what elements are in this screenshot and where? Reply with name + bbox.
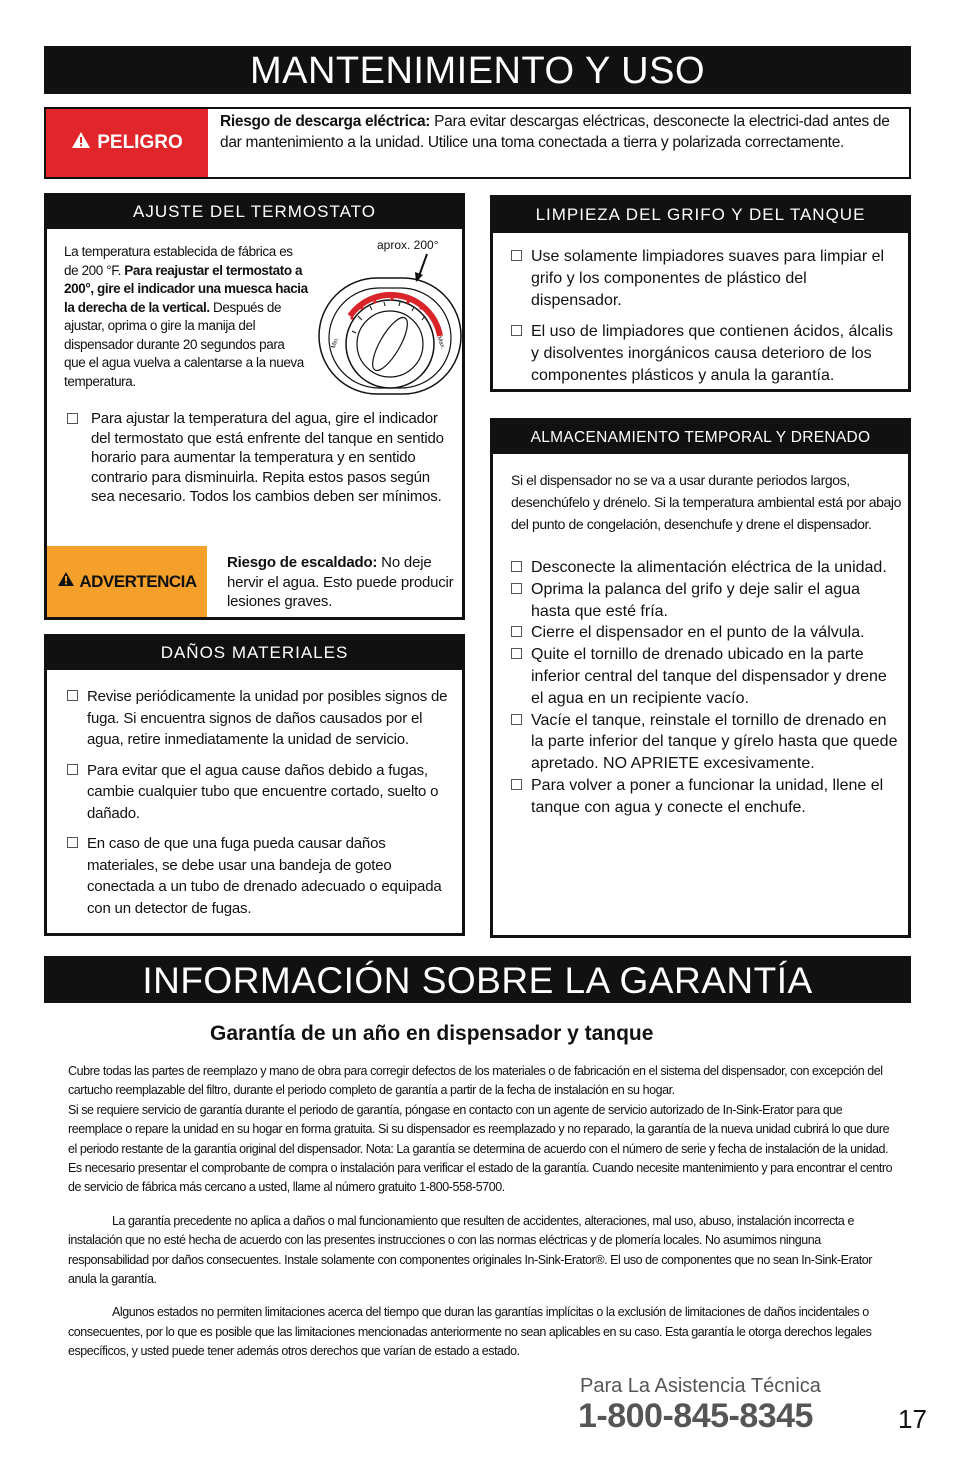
cleaning-item-text: El uso de limpiadores que contienen ácidos, álcalis y disolventes inorgánicos causa deterioro de los componentes plásticos y anula la garantía.	[531, 323, 893, 384]
support-label: Para La Asistencia Técnica	[580, 1375, 821, 1397]
storage-intro: Si el dispensador no se va a usar durante periodos largos, desenchúfelo y drénelo. Si la temperatura ambiental está por abajo del punto de congelación, desenchufe y drene el dispensador.	[511, 472, 901, 532]
checkbox-icon	[511, 583, 522, 594]
damage-section	[44, 634, 465, 936]
cleaning-item-text: Use solamente limpiadores suaves para limpiar el grifo y los componentes de plástico del dispensador.	[531, 248, 885, 309]
list-item	[67, 833, 452, 919]
cleaning-section	[490, 195, 911, 392]
scald-warning	[47, 546, 462, 617]
checkbox-icon	[67, 837, 78, 848]
danger-notice	[44, 107, 911, 179]
list-item	[511, 579, 903, 623]
list-item	[67, 409, 452, 507]
checkbox-icon	[511, 626, 522, 637]
list-item	[511, 644, 903, 709]
dial-approx-label: aprox. 200°	[377, 238, 439, 252]
checkbox-icon	[511, 648, 522, 659]
danger-text-body: Para evitar descargas eléctricas, desconecte la electrici-dad antes de dar mantenimiento a la unidad. Utilice una toma conectada a tierra y polarizada correctamente.	[220, 113, 890, 151]
list-item	[511, 321, 901, 387]
damage-item-text: Revise periódicamente la unidad por posibles signos de fuga. Si encuentra signos de daños causados por el agua, retire inmediatamente la unidad de servicio.	[87, 688, 448, 748]
checkbox-icon	[511, 779, 522, 790]
warranty-title-banner	[44, 956, 911, 1003]
list-item	[511, 246, 901, 312]
dial-max-label: Max.	[435, 335, 446, 351]
danger-label: PELIGRO	[97, 132, 183, 153]
thermostat-section	[44, 193, 465, 620]
warranty-title: INFORMACIÓN SOBRE LA GARANTÍA	[142, 960, 813, 1001]
warning-triangle-icon	[57, 571, 75, 592]
thermostat-bullet-text: Para ajustar la temperatura del agua, gire el indicador del termostato que está enfrente del tanque en sentido horario para aumentar la temperatura y en sentido contrario para disminuirla. Repita estos pasos según sea necesario. Todos los cambios deben ser mínimos.	[91, 410, 444, 505]
list-item	[511, 557, 903, 579]
maintenance-title-banner	[44, 46, 911, 94]
list-item	[67, 760, 452, 825]
warning-text	[227, 553, 459, 612]
thermostat-intro-after: Después de ajustar, oprima o gire la manija del dispensador durante 20 segundos para que el agua vuelva a calentarse a la nueva temperatura.	[64, 299, 304, 389]
cleaning-header: LIMPIEZA DEL GRIFO Y DEL TANQUE	[492, 197, 909, 233]
warranty-subtitle: Garantía de un año en dispensador y tanque	[210, 1022, 654, 1045]
damage-header: DAÑOS MATERIALES	[46, 636, 463, 670]
checkbox-icon	[67, 413, 78, 424]
warranty-paragraph: Si se requiere servicio de garantía durante el periodo de garantía, póngase en contacto con un agente de servicio autorizado de In-Sink-Erator para que reemplace o repare la unidad en su hogar en forma gratuita. Si su dispensador es reemplazado y no reparado, la garantía de la nueva unidad cubrirá lo que dure el periodo restante de la garantía original del dispensador. Nota: La garantía se determina de acuerdo con el número de serie y fecha de instalación de la unidad. Es necesario presentar el comprobante de compra o instalación para verificar el estado de la garantía. Cuando necesite mantenimiento y para encontrar el centro de servicio de fábrica más cercano a usted, llame al número gratuito 1-800-558-5700.	[68, 1102, 893, 1195]
cleaning-list	[511, 246, 901, 387]
warranty-paragraph: Cubre todas las partes de reemplazo y mano de obra para corregir defectos de los materiales o de fabricación en el sistema del dispensador, con excepción del cartucho reemplazable del filtro, durante el periodo completo de garantía a partir de la fecha de instalación en su hogar.	[68, 1064, 883, 1098]
storage-section	[490, 418, 911, 938]
storage-item-text: Vacíe el tanque, reinstale el tornillo de drenado en la parte inferior del tanque y gírelo hasta que quede apretado. NO APRIETE excesivamente.	[531, 711, 898, 773]
warning-text-body: No deje hervir el agua. Esto puede producir lesiones graves.	[227, 554, 454, 610]
danger-text-bold: Riesgo de descarga eléctrica:	[220, 113, 431, 130]
page-number: 17	[898, 1404, 927, 1434]
warning-text-bold: Riesgo de escaldado:	[227, 554, 378, 571]
checkbox-icon	[511, 561, 522, 572]
storage-header: ALMACENAMIENTO TEMPORAL Y DRENADO	[492, 420, 909, 454]
storage-item-text: Oprima la palanca del grifo y deje salir el agua hasta que esté fría.	[531, 580, 861, 620]
checkbox-icon	[67, 764, 78, 775]
danger-label-block	[46, 109, 208, 177]
thermostat-intro	[64, 243, 309, 391]
damage-list	[67, 686, 452, 919]
list-item	[511, 775, 903, 819]
warranty-paragraph: La garantía precedente no aplica a daños o mal funcionamiento que resulten de accidentes, alteraciones, mal uso, abuso, instalación incorrecta e instalación que no esté hecha de acuerdo con las presentes instrucciones o con las normas eléctricas y de plomería locales. No asumimos ninguna responsabilidad por daños consecuentes. Instale solamente con componentes originales In-Sink-Erator®. El uso de componentes que no sean In-Sink-Erator anula la garantía.	[68, 1213, 873, 1287]
storage-item-text: Para volver a poner a funcionar la unidad, llene el tanque con agua y conecte el enchufe.	[531, 776, 884, 816]
storage-item-text: Quite el tornillo de drenado ubicado en la parte inferior central del tanque del dispensador y drene el agua en un recipiente vacío.	[531, 646, 887, 707]
checkbox-icon	[67, 690, 78, 701]
damage-item-text: Para evitar que el agua cause daños debido a fugas, cambie cualquier tubo que encuentre cortado, suelto o dañado.	[87, 761, 439, 822]
maintenance-title: MANTENIMIENTO Y USO	[249, 50, 706, 92]
warning-label: ADVERTENCIA	[79, 571, 197, 591]
storage-item-text: Cierre el dispensador en el punto de la válvula.	[531, 624, 865, 642]
thermostat-bullets	[67, 409, 452, 507]
checkbox-icon	[511, 714, 522, 725]
checkbox-icon	[511, 325, 522, 336]
list-item	[511, 622, 903, 644]
damage-item-text: En caso de que una fuga pueda causar daños materiales, se debe usar una bandeja de goteo conectada a un tubo de drenado adecuado o equipada con un detector de fugas.	[87, 835, 442, 917]
support-phone: 1-800-845-8345	[578, 1397, 813, 1435]
storage-item-text: Desconecte la alimentación eléctrica de la unidad.	[531, 559, 887, 576]
thermostat-dial-diagram	[312, 236, 462, 396]
storage-list	[511, 557, 903, 819]
list-item	[511, 710, 903, 775]
dial-min-label: Min.	[330, 336, 341, 350]
list-item	[67, 686, 452, 751]
checkbox-icon	[511, 250, 522, 261]
thermostat-intro-bold: Para reajustar el termostato a 200°, gire el indicador una muesca hacia la derecha de la vertical.	[64, 262, 308, 315]
warning-label-block	[47, 546, 207, 617]
thermostat-header: AJUSTE DEL TERMOSTATO	[46, 195, 463, 229]
danger-text	[220, 111, 900, 153]
warranty-body	[68, 1062, 894, 1362]
warning-triangle-icon	[71, 131, 91, 155]
warranty-paragraph: Algunos estados no permiten limitaciones acerca del tiempo que duran las garantías implícitas o la exclusión de limitaciones de daños incidentales o consecuentes, por lo que es posible que las limitaciones mencionadas anteriormente no sean aplicables en su caso. Esta garantía le otorga derechos legales específicos, y usted puede tener además otros derechos que varían de estado a estado.	[68, 1305, 872, 1359]
thermostat-intro-plain: La temperatura establecida de fábrica es de 200 °F.	[64, 244, 293, 278]
